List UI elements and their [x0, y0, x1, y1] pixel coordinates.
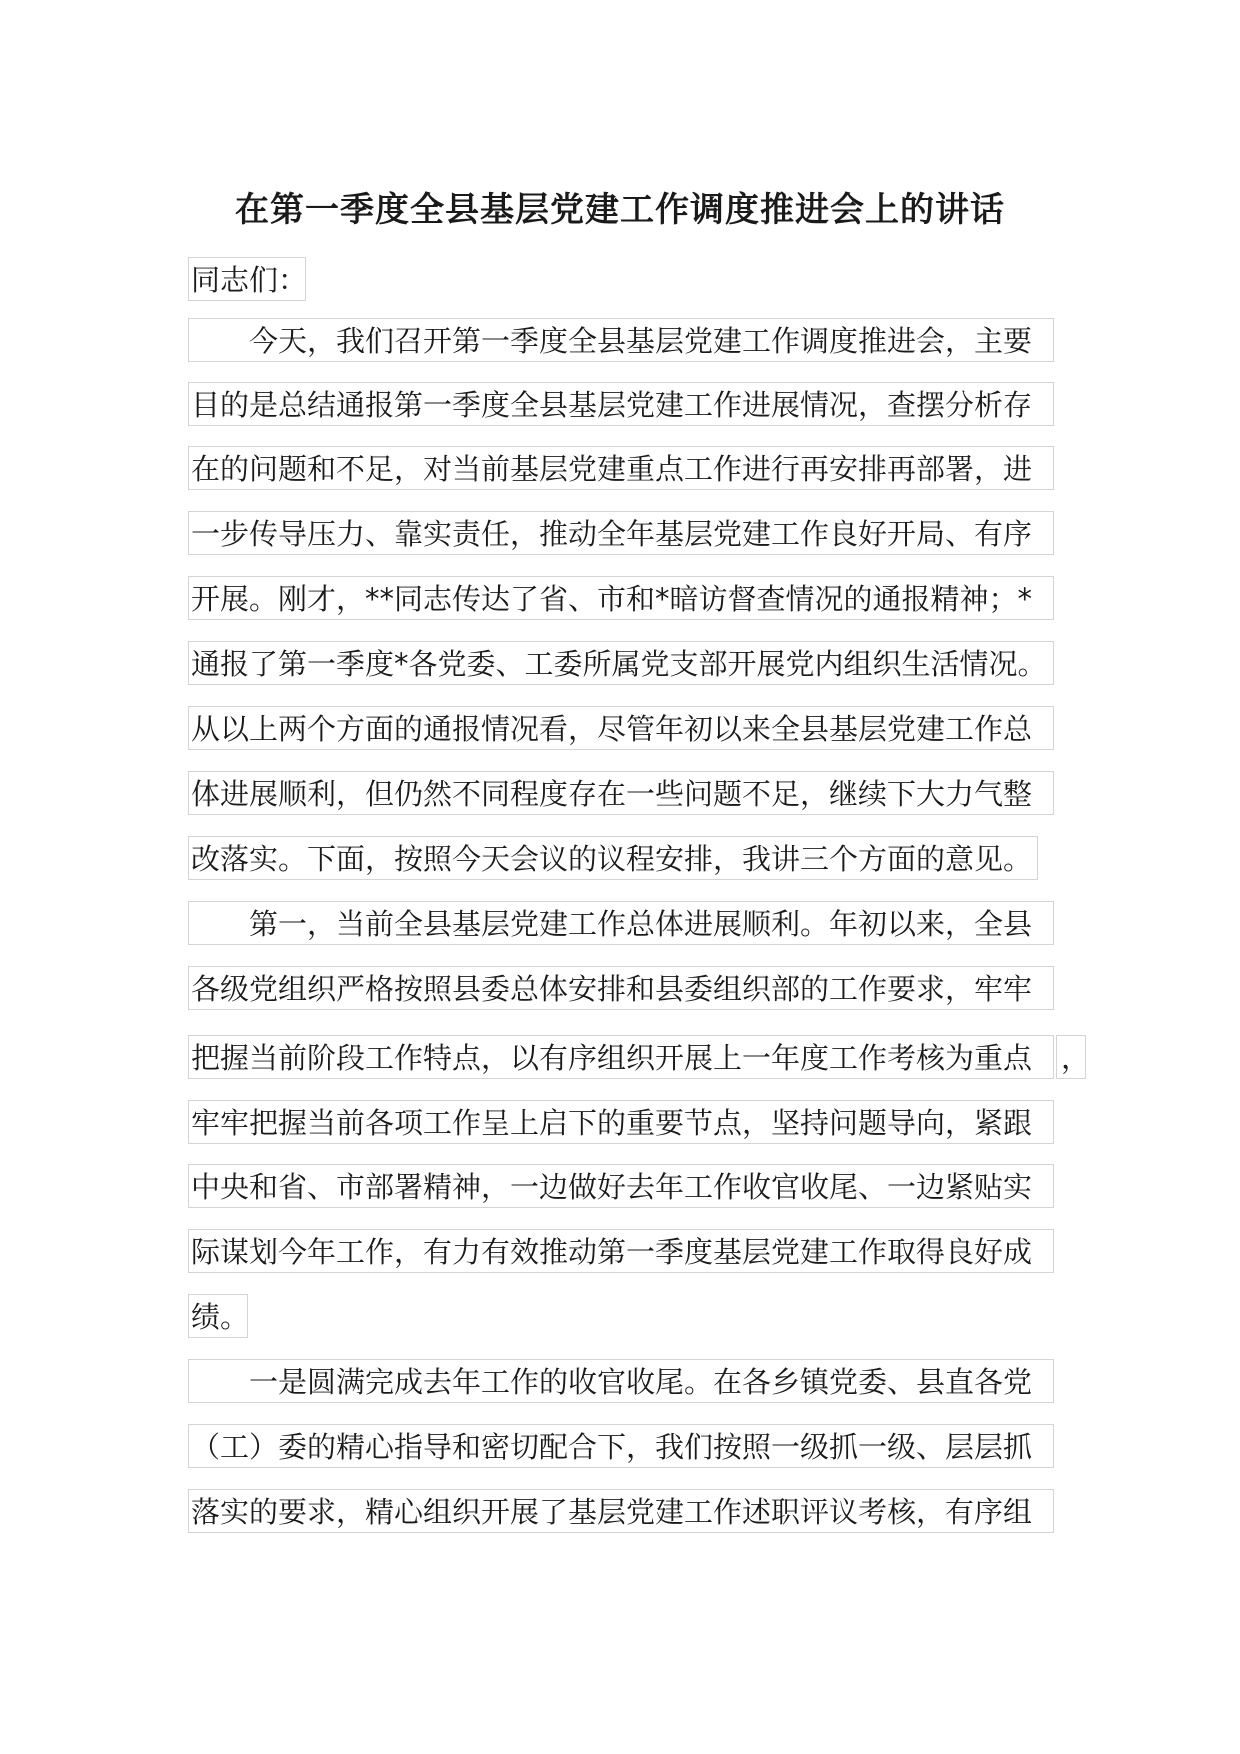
paragraph-line: 今天，我们召开第一季度全县基层党建工作调度推进会，主要	[188, 318, 1054, 362]
document-title: 在第一季度全县基层党建工作调度推进会上的讲话	[235, 190, 1005, 230]
paragraph-line: 在的问题和不足，对当前基层党建重点工作进行再安排再部署，进	[188, 446, 1054, 490]
paragraph-line: 绩。	[188, 1294, 248, 1338]
paragraph-line: 一是圆满完成去年工作的收官收尾。在各乡镇党委、县直各党	[188, 1359, 1054, 1403]
paragraph-line: 际谋划今年工作，有力有效推动第一季度基层党建工作取得良好成	[188, 1229, 1054, 1273]
paragraph-line: 体进展顺利，但仍然不同程度存在一些问题不足，继续下大力气整	[188, 771, 1054, 815]
paragraph-line: （工）委的精心指导和密切配合下，我们按照一级抓一级、层层抓	[188, 1424, 1054, 1468]
paragraph-line: 中央和省、市部署精神，一边做好去年工作收官收尾、一边紧贴实	[188, 1164, 1054, 1208]
paragraph-line: 牢牢把握当前各项工作呈上启下的重要节点，坚持问题导向，紧跟	[188, 1100, 1054, 1144]
paragraph-line: 开展。刚才，**同志传达了省、市和*暗访督查情况的通报精神；*	[188, 576, 1054, 620]
paragraph-line: 改落实。下面，按照今天会议的议程安排，我讲三个方面的意见。	[188, 836, 1038, 880]
paragraph-line: 从以上两个方面的通报情况看，尽管年初以来全县基层党建工作总	[188, 706, 1054, 750]
paragraph-line: 各级党组织严格按照县委总体安排和县委组织部的工作要求，牢牢	[188, 966, 1054, 1010]
paragraph-line: 目的是总结通报第一季度全县基层党建工作进展情况，查摆分析存	[188, 382, 1054, 426]
paragraph-line: 一步传导压力、靠实责任，推动全年基层党建工作良好开局、有序	[188, 511, 1054, 555]
overflow-comma: ，	[1056, 1035, 1086, 1079]
paragraph-line: 落实的要求，精心组织开展了基层党建工作述职评议考核，有序组	[188, 1489, 1054, 1533]
paragraph-line: 通报了第一季度*各党委、工委所属党支部开展党内组织生活情况。	[188, 641, 1054, 685]
salutation: 同志们：	[188, 257, 306, 301]
paragraph-line: 第一，当前全县基层党建工作总体进展顺利。年初以来，全县	[188, 901, 1054, 945]
paragraph-line: 把握当前阶段工作特点，以有序组织开展上一年度工作考核为重点	[188, 1035, 1054, 1079]
